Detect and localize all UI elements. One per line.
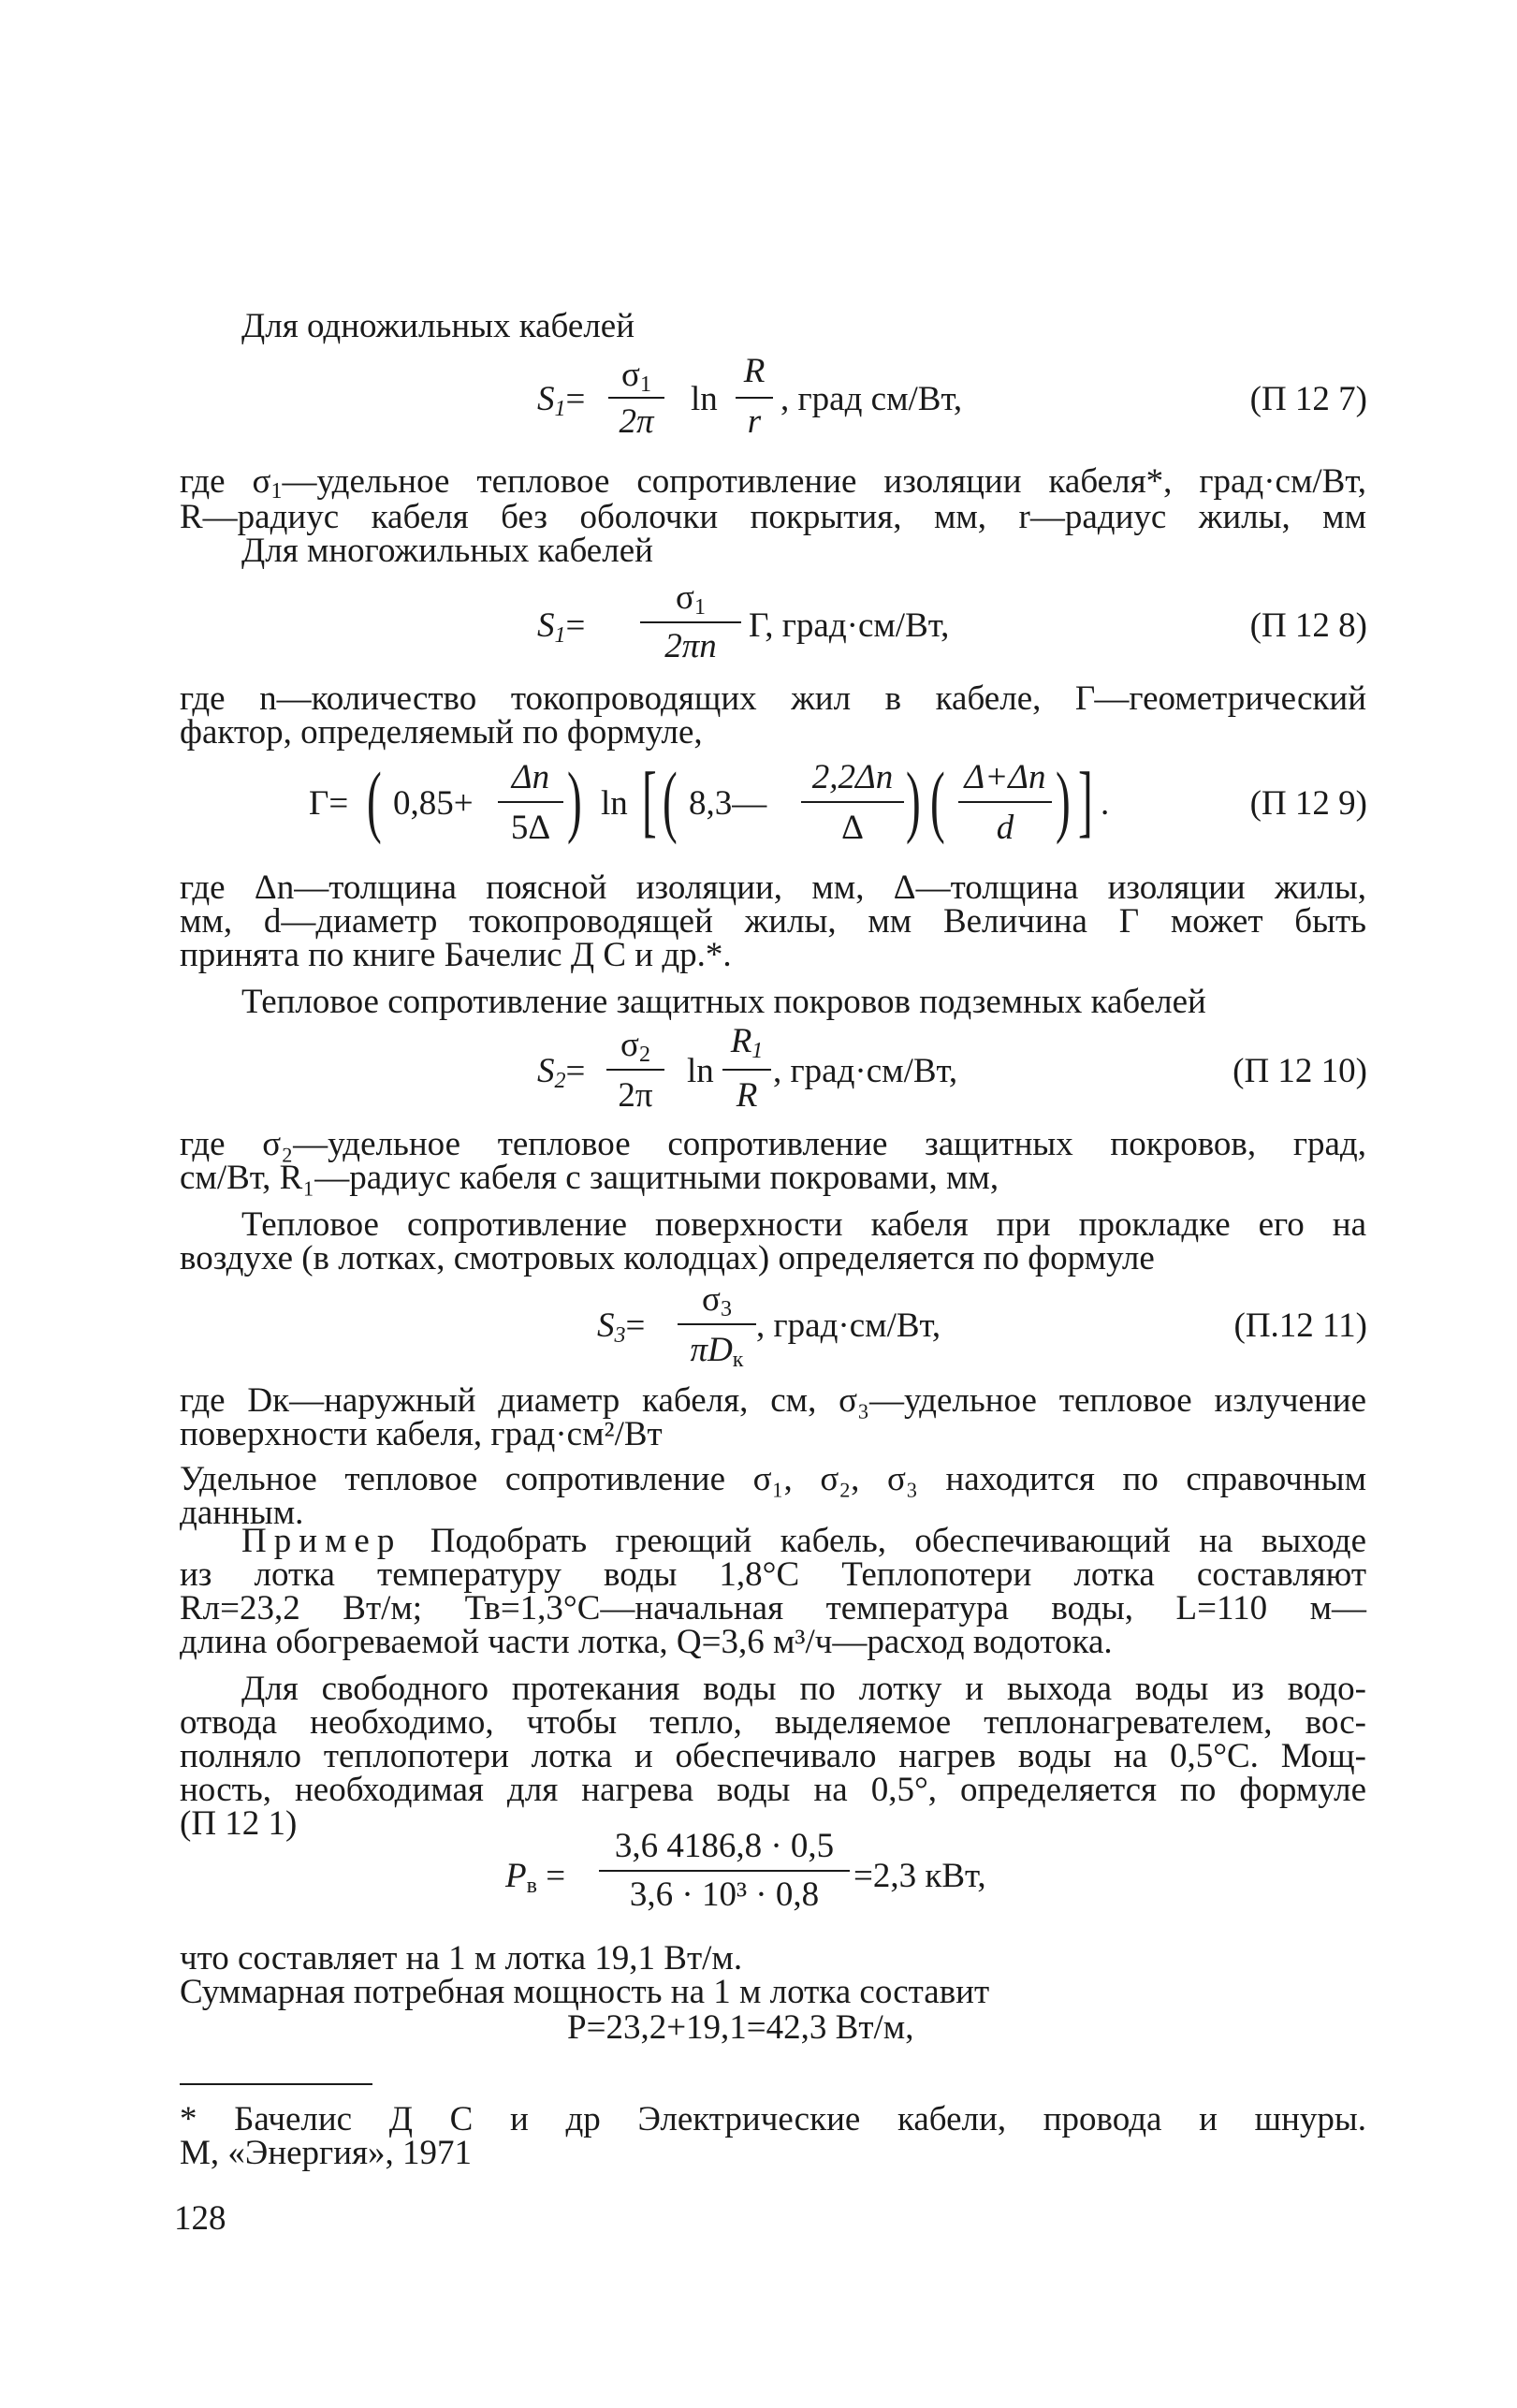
ln-operator: ln <box>691 380 718 418</box>
fraction-bar <box>801 801 904 803</box>
denominator: d <box>996 809 1014 847</box>
definition-sigma3: поверхности кабеля, град·см²/Вт <box>180 1415 663 1453</box>
numerator: $R_1$ <box>730 1022 764 1063</box>
definition-radius: R—радиус кабеля без оболочки покрытия, мм, r—радиус жилы, мм <box>180 498 1366 536</box>
multi-core-intro: Для многожильных кабелей <box>241 532 653 570</box>
numerator: 3,6 4186,8 · 0,5 <box>614 1827 835 1865</box>
definition-n: где n—количество токопроводящих жил в кабеле, Г—геометрический <box>180 679 1366 718</box>
equation-number: (П 12 9) <box>1249 784 1367 823</box>
numerator: $\sigma_1$ <box>676 578 706 620</box>
free-flow-paragraph: Для свободного протекания воды по лотку и выхода воды из водо- <box>241 1670 1366 1708</box>
fraction-bar <box>678 1323 756 1325</box>
numerator: R <box>743 352 766 390</box>
equation-number: (П 12 10) <box>1233 1052 1367 1090</box>
total-power-formula: P=23,2+19,1=42,3 Вт/м, <box>567 2008 914 2047</box>
definition-r1: см/Вт, R₁—радиус кабеля с защитными покровами, мм, <box>180 1159 999 1197</box>
constant: 0,85+ <box>393 784 474 823</box>
definition-sigma2: где σ₂—удельное тепловое сопротивление защитных покровов, град, <box>180 1125 1366 1163</box>
fraction-bar <box>640 621 741 623</box>
formula-unit: Г, град·см/Вт, <box>749 606 950 645</box>
free-flow-paragraph-line: (П 12 1) <box>180 1804 298 1843</box>
footnote: * Бачелис Д С и др Электрические кабели, провода и шнуры. <box>180 2100 1366 2138</box>
example-paragraph-line: из лотка температуру воды 1,8°С Теплопотери лотка составляют <box>180 1555 1366 1594</box>
denominator: 2πn <box>664 627 717 665</box>
footnote-cont: М, «Энергия», 1971 <box>180 2134 473 2172</box>
ln-operator: ln <box>687 1052 714 1090</box>
fraction-bar <box>498 801 563 803</box>
formula-unit: , град см/Вт, <box>780 380 963 418</box>
denominator: 5Δ <box>510 809 551 847</box>
equation-number: (П 12 8) <box>1249 606 1367 645</box>
numerator: $\sigma_3$ <box>702 1280 732 1321</box>
reference-bachelis: принята по книге Бачелис Д С и др.*. <box>180 936 732 974</box>
example-paragraph-line: Rл=23,2 Вт/м; Тв=1,3°С—начальная температура воды, L=110 м— <box>180 1589 1366 1627</box>
fraction-bar <box>958 801 1052 803</box>
formula-lhs: $S_2=$ <box>537 1052 586 1093</box>
example-paragraph: Пример Подобрать греющий кабель, обеспечивающий на выходе <box>241 1522 1366 1560</box>
page-number: 128 <box>174 2199 226 2238</box>
definition-delta-n: где Δn—толщина поясной изоляции, мм, Δ—толщина изоляции жилы, <box>180 868 1366 907</box>
fraction-bar <box>606 1069 664 1071</box>
ln-operator: ln <box>601 784 628 823</box>
numerator: Δn <box>511 758 550 796</box>
formula-lhs: $S_3=$ <box>597 1306 646 1348</box>
formula-lhs: $P_в$ = <box>505 1857 566 1898</box>
free-flow-paragraph-line: полняло теплопотери лотка и обеспечивало нагрев воды на 0,5°С. Мощ- <box>180 1737 1366 1775</box>
formula-lhs: $S_1=$ <box>537 606 586 648</box>
denominator: 3,6 · 10³ · 0,8 <box>629 1875 820 1914</box>
numerator: 2,2Δn <box>811 758 894 796</box>
formula-result: =2,3 кВт, <box>853 1857 986 1895</box>
definition-dk: где Dк—наружный диаметр кабеля, см, σ₃—удельное тепловое излучение <box>180 1381 1366 1420</box>
paren-close: ) <box>906 755 921 845</box>
sheath-intro: Тепловое сопротивление защитных покровов подземных кабелей <box>241 983 1206 1021</box>
definition-d: мм, d—диаметр токопроводящей жилы, мм Величина Г может быть <box>180 902 1366 941</box>
equation-number: (П.12 11) <box>1233 1306 1367 1345</box>
definition-g: фактор, определяемый по формуле, <box>180 713 703 752</box>
equation-number: (П 12 7) <box>1249 380 1367 418</box>
bracket-open: [ <box>642 755 657 845</box>
free-flow-paragraph-line: отвода необходимо, чтобы тепло, выделяемое теплонагревателем, вос- <box>180 1703 1366 1742</box>
denominator: $\pi D_к$ <box>690 1331 744 1372</box>
constant: 8,3— <box>689 784 767 823</box>
paren-close: ) <box>567 755 582 845</box>
example-paragraph-line: длина обогреваемой части лотка, Q=3,6 м³/ч—расход водотока. <box>180 1623 1113 1661</box>
denominator: R <box>736 1076 758 1115</box>
formula-tail: . <box>1101 784 1110 823</box>
bracket-close: ] <box>1078 755 1093 845</box>
denominator: Δ <box>841 809 864 847</box>
formula-lhs: $S_1=$ <box>537 380 586 421</box>
specific-resistance-note-cont: данным. <box>180 1494 304 1532</box>
fraction-bar <box>608 397 664 399</box>
fraction-bar <box>722 1069 771 1071</box>
formula-unit: , град·см/Вт, <box>756 1306 941 1345</box>
numerator: $\sigma_2$ <box>620 1026 650 1067</box>
formula-unit: , град·см/Вт, <box>773 1052 958 1090</box>
numerator: Δ+Δn <box>964 758 1046 796</box>
definition-sigma1: где $\sigma_1—удельное$ тепловое сопротивление изоляции кабеля*, град·см/Вт, <box>180 462 1366 503</box>
fraction-bar <box>599 1870 850 1872</box>
surface-resistance-intro: Тепловое сопротивление поверхности кабеля при прокладке его на <box>241 1205 1366 1244</box>
paren-close: ) <box>1056 755 1071 845</box>
denominator: 2π <box>618 1076 653 1115</box>
total-power-intro: Суммарная потребная мощность на 1 м лотка составит <box>180 1973 990 2011</box>
fraction-bar <box>736 397 773 399</box>
surface-resistance-intro-cont: воздухе (в лотках, смотровых колодцах) определяется по формуле <box>180 1239 1155 1277</box>
footnote-separator <box>180 2083 372 2085</box>
free-flow-paragraph-line: ность, необходимая для нагрева воды на 0,5°, определяется по формуле <box>180 1771 1366 1809</box>
specific-resistance-note: Удельное тепловое сопротивление σ₁, σ₂, σ₃ находится по справочным <box>180 1460 1366 1498</box>
single-core-intro: Для одножильных кабелей <box>241 307 635 345</box>
per-meter-power: что составляет на 1 м лотка 19,1 Вт/м. <box>180 1939 743 1977</box>
paren-open: ( <box>367 755 382 845</box>
denominator: r <box>747 402 762 441</box>
paren-open: ( <box>930 755 945 845</box>
paren-open: ( <box>663 755 678 845</box>
formula-lhs: Г= <box>309 784 349 823</box>
numerator: $\sigma_1$ <box>621 356 651 397</box>
denominator: 2π <box>619 402 654 441</box>
